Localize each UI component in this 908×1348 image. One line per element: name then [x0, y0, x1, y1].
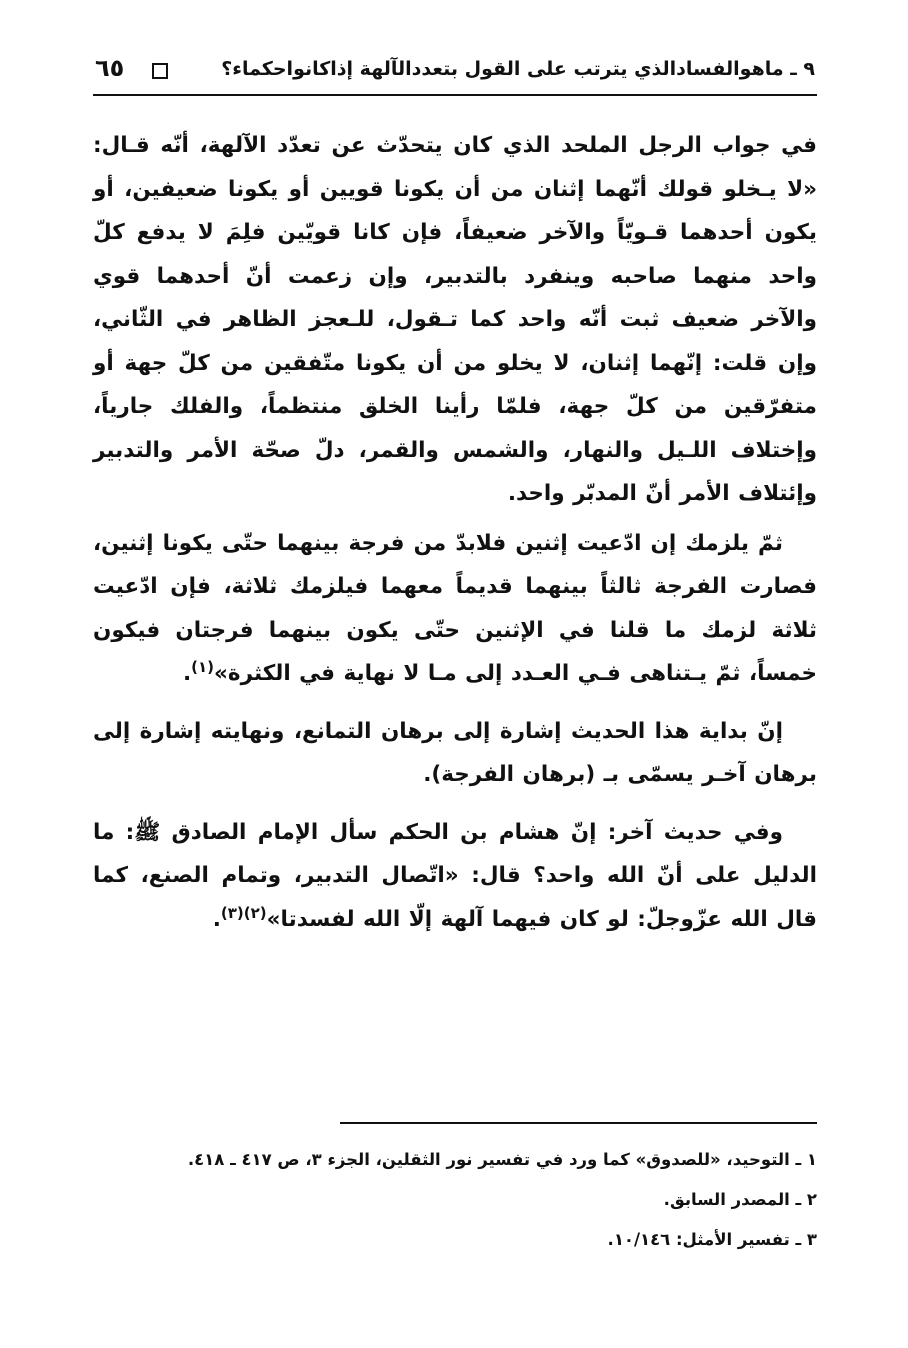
footnotes [93, 1140, 817, 1260]
footnote-ref[interactable]: (١) [191, 657, 215, 676]
paragraph-text: إنّ بداية هذا الحديث إشارة إلى برهان التمانع، ونهايته إشارة إلى برهان آخـر يسمّى بـ (برهان الفرجة). [93, 718, 817, 787]
square-ornament-icon [152, 63, 168, 79]
header-title: ٩ ـ ماهوالفسادالذي يترتب على القول بتعددالآلهة إذاكانواحكماء؟ [221, 58, 815, 80]
footnote-ref[interactable]: (٢)(٣) [220, 903, 267, 922]
paragraph-2: ثمّ يلزمك إن ادّعيت إثنين فلابدّ من فرجة بينهما حتّى يكونا إثنين، فصارت الفرجة ثالثاً بينهما قديماً معهما فيلزمك ثلاثة، فإن ادّعيت ثلاثة لزمك ما قلنا في الإثنين حتّى يكون بينهما فرجتان فيكون خمساً، ثمّ يـتناهى فـي العـدد إلى مـا لا نهاية في الكثرة»$^{(١)}$. [93, 530, 817, 686]
paragraph-text: ثمّ يلزمك إن ادّعيت إثنين فلابدّ من فرجة بينهما حتّى يكونا إثنين، فصارت الفرجة ثالثاً بينهما قديماً معهما فيلزمك ثلاثة، فإن ادّعيت ثلاثة لزمك ما قلنا في الإثنين حتّى يكون بينهما فرجتان فيكون خمساً، ثمّ يـتناهى فـي العـدد إلى مـا لا نهاية في الكثرة» [93, 530, 817, 686]
paragraph-1 [93, 124, 817, 516]
header-divider [93, 94, 817, 96]
footnote-3: ٣ ـ تفسير الأمثل: ١٠/١٤٦. [607, 1230, 817, 1249]
footnote-2: ٢ ـ المصدر السابق. [663, 1190, 817, 1209]
paragraph-3 [93, 710, 817, 797]
main-text [93, 124, 817, 941]
footnote-divider [340, 1122, 817, 1124]
footnote-1: ١ ـ التوحيد، «للصدوق» كما ورد في تفسير نور الثقلين، الجزء ٣، ص ٤١٧ ـ ٤١٨. [187, 1150, 817, 1169]
paragraph-text: في جواب الرجل الملحد الذي كان يتحدّث عن تعدّد الآلهة، أنّه قـال: «لا يـخلو قولك أنّهما إثنان من أن يكونا قويين أو يكونا ضعيفين، أو يكون أحدهما قـويّاً والآخر ضعيفاً، فإن كانا قويّين فلِمَ لا يدفع كلّ واحد منهما صاحبه وينفرد بالتدبير، وإن زعمت أنّ أحدهما قوي والآخر ضعيف ثبت أنّه واحد كما تـقول، للـعجز الظاهر في الثّاني، وإن قلت: إنّهما إثنان، لا يخلو من أن يكونا متّفقين من كلّ جهة أو متفرّقين من كلّ جهة، فلمّا رأينا الخلق منتظماً، والفلك جارياً، وإختلاف اللـيل والنهار، والشمس والقمر، دلّ صحّة الأمر والتدبير وإئتلاف الأمر أنّ المدبّر واحد. [93, 133, 817, 506]
page-number: ٦٥ [95, 54, 125, 82]
running-header [95, 54, 815, 94]
paragraph-text: وفي حديث آخر: إنّ هشام بن الحكم سأل الإمام الصادق ﷺ: ما الدليل على أنّ الله واحد؟ قال: «اتّصال التدبير، وتمام الصنع، كما قال الله عزّوجلّ: لو كان فيهما آلهة إلّا الله لفسدتا» [93, 819, 817, 932]
paragraph-4: وفي حديث آخر: إنّ هشام بن الحكم سأل الإمام الصادق ﷺ: ما الدليل على أنّ الله واحد؟ قال: «اتّصال التدبير، وتمام الصنع، كما قال الله عزّوجلّ: لو كان فيهما آلهة إلّا الله لفسدتا»$^{(٢)(٣)}$. [93, 819, 817, 932]
